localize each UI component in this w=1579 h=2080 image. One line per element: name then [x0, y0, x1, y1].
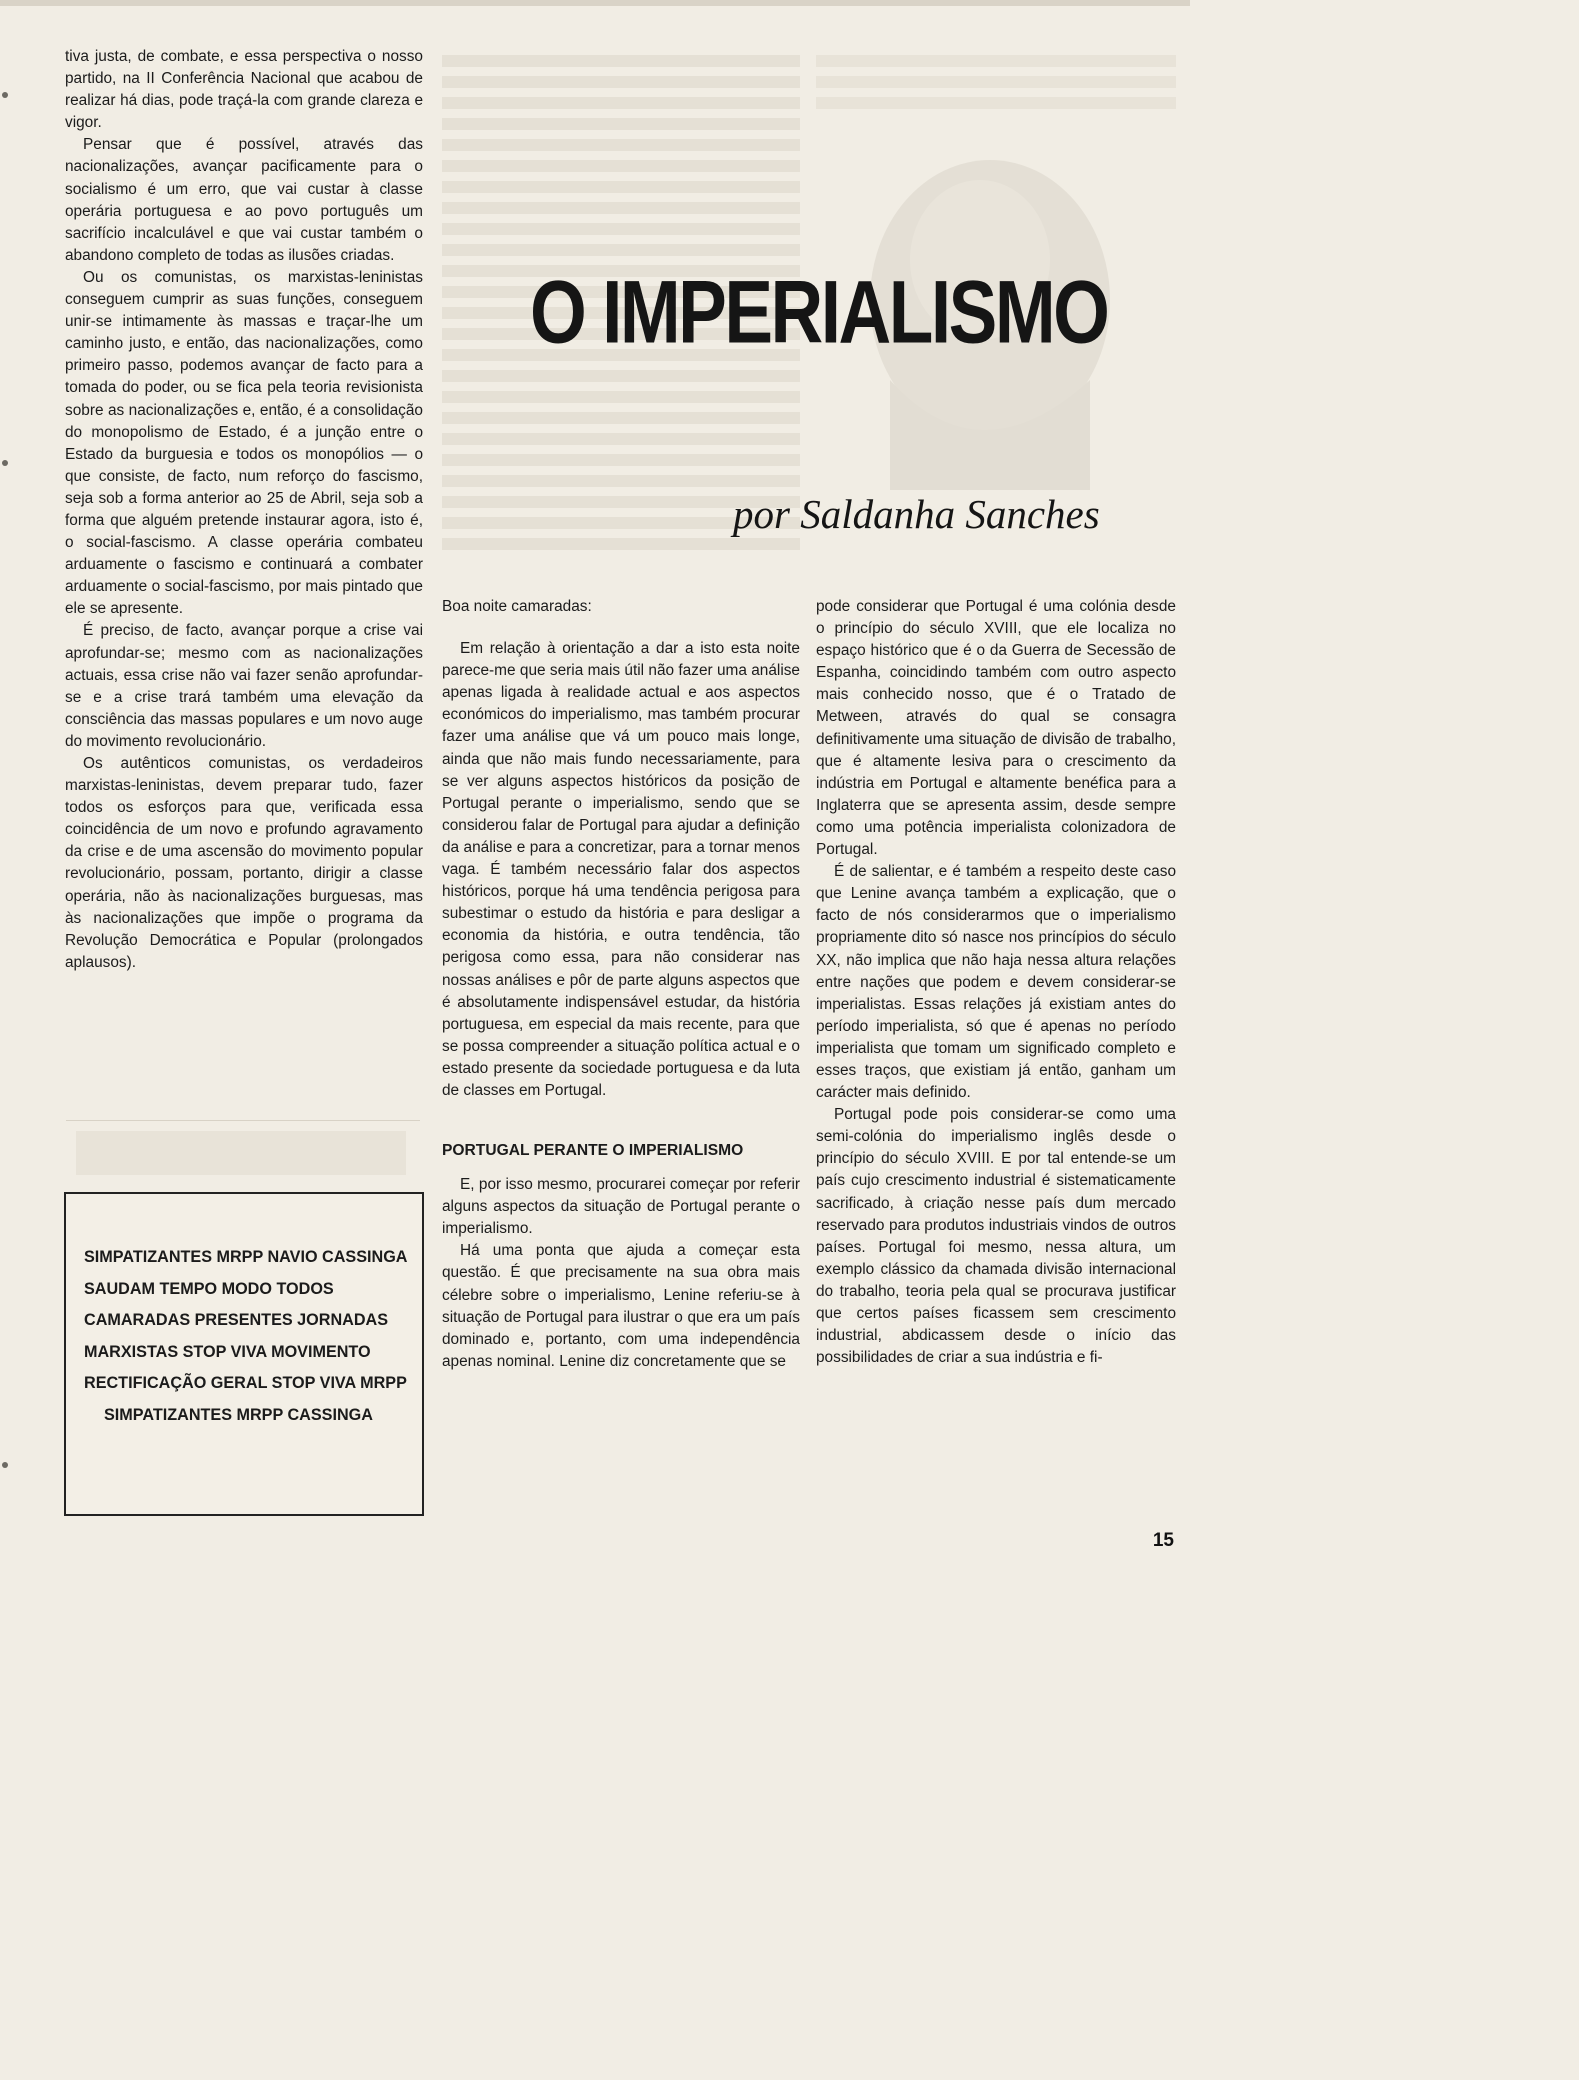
telegram-text: [84, 1242, 412, 1432]
page-number: 15: [1152, 1530, 1174, 1551]
right-column: [816, 596, 1176, 1369]
left-paragraph-1: tiva justa, de combate, e essa perspectiva o nosso partido, na II Conferência Nacional que acabou de realizar há dias, pode traçá-la com grande clareza e vigor.: [65, 48, 423, 132]
left-paragraph-3: Ou os comunistas, os marxistas-leninistas conseguem cumprir as suas funções, conseguem unir-se intimamente às massas e traçar-lhe um caminho justo, e então, das nacionalizações, como primeiro passo, podemos avançar de facto para a tomada do poder, ou se fica pela teoria revisionista sobre as nacionalizações e, então, é a consolidação do monopolismo de Estado, é a junção entre o Estado da burguesia e todos os monopólios — o que consiste, de facto, num reforço do fascismo, seja sob a forma anterior ao 25 de Abril, seja sob a forma que alguém pretende instaurar agora, isto é, o social-fascismo. A classe operária combateu arduamente o fascismo e continuará a combater arduamente o social-fascismo, por mais pintado que ele se apresente.: [65, 268, 423, 618]
binding-mark-top: [2, 92, 8, 98]
telegram-box: [64, 1192, 424, 1516]
greeting: Boa noite camaradas:: [442, 598, 592, 615]
middle-paragraph-1: Em relação à orientação a dar a isto esta noite parece-me que seria mais útil não fazer uma análise apenas ligada à realidade actual e aos aspectos económicos do imperialismo, mas também procurar fazer uma análise que vá um pouco mais longe, ainda que não mais fundo necessariamente, para se ver alguns aspectos históricos da posição de Portugal perante o imperialismo, sendo que se considerou falar de Portugal para ajudar a definição da análise e para a concretizar, para a tornar menos vaga. É também necessário falar dos aspectos históricos, porque há uma tendência perigosa para subestimar o estudo da história e para desligar a economia da história, e outra tendência, tão perigosa como essa, para não considerar nas nossas análises e pôr de parte alguns aspectos que é absolutamente indispensável estudar, da história portuguesa, em especial da mais recente, para que se possa compreender a situação política actual e o estado presente da sociedade portuguesa e da luta de classes em Portugal.: [442, 640, 800, 1099]
left-paragraph-2: Pensar que é possível, através das nacionalizações, avançar pacificamente para o socialismo é um erro, que vai custar à classe operária portuguesa e ao povo português um sacrifício incalculável e que vai custar também o abandono completo de todas as ilusões criadas.: [65, 136, 423, 264]
telegram-signature: SIMPATIZANTES MRPP CASSINGA: [104, 1405, 373, 1424]
left-column: [65, 46, 423, 974]
right-paragraph-3: Portugal pode pois considerar-se como uma semi-colónia do imperialismo inglês desde o princípio do século XVIII. E por tal entende-se um país cujo crescimento industrial é sistematicamente sacrificado, à criação nesse país dum mercado reservado para produtos industriais vindos de outros países. Portugal foi mesmo, nessa altura, um exemplo clássico da chamada divisão internacional do trabalho, teoria pela qual se procurava justificar que certos países ficassem sem crescimento industrial, abdicassem desde o início das possibilidades de criar a sua indústria e fi-: [816, 1106, 1176, 1367]
right-paragraph-1: pode considerar que Portugal é uma colónia desde o princípio do século XVIII, que ele localiza no espaço histórico que é o da Guerra de Secessão de Espanha, coincidindo também com outro aspecto mais conhecido nosso, que é o Tratado de Metween, através do qual se consagra definitivamente uma situação de divisão de trabalho, que é altamente lesiva para o crescimento da indústria em Portugal e altamente benéfica para a Inglaterra que se apresenta assim, desde sempre como uma potência imperialista colonizadora de Portugal.: [816, 598, 1176, 859]
article-byline: por Saldanha Sanches: [733, 491, 1100, 537]
left-paragraph-5: Os autênticos comunistas, os verdadeiros marxistas-leninistas, devem preparar tudo, fazer todos os esforços para que, verificada essa coincidência de um novo e profundo agravamento da crise e de uma ascensão do movimento popular revolucionário, possam, portanto, dirigir a classe operária, não às nacionalizações burguesas, mas às nacionalizações que impõe o programa da Revolução Democrática e Popular (prolongados aplausos).: [65, 755, 423, 971]
bleed-through-right: [816, 46, 1176, 136]
middle-column: [442, 596, 800, 1373]
binding-mark-bottom: [2, 1462, 8, 1468]
middle-paragraph-3: Há uma ponta que ajuda a começar esta questão. É que precisamente na sua obra mais célebre sobre o imperialismo, Lenine referiu-se à situação de Portugal para ilustrar o que era um país dominado e, portanto, com uma independência apenas nominal. Lenine diz concretamente que se: [442, 1242, 800, 1370]
bleed-through-poster: [66, 1120, 420, 1181]
telegram-body: SIMPATIZANTES MRPP NAVIO CASSINGA SAUDAM TEMPO MODO TODOS CAMARADAS PRESENTES JORNADAS MARXISTAS STOP VIVA MOVIMENTO RECTIFICAÇÃO GERAL STOP VIVA MRPP: [84, 1248, 407, 1393]
page-top-edge: [0, 0, 1190, 6]
right-paragraph-2: É de salientar, e é também a respeito deste caso que Lenine avança também a explicação, que o facto de nós considerarmos que o imperialismo propriamente dito só nasce nos princípios do século XX, não implica que não haja nessa altura relações entre nações que podem e devem considerar-se imperialistas. Essas relações já existiam antes do período imperialista, só que é apenas no período imperialista que tomam um significado completo e esses traços, que existiam já então, ganham um carácter mais definido.: [816, 863, 1176, 1102]
article-title: O IMPERIALISMO: [530, 263, 1108, 363]
left-paragraph-4: É preciso, de facto, avançar porque a crise vai aprofundar-se; mesmo com as nacionalizações actuais, essa crise não vai fazer senão aprofundar-se e a crise trará também uma elevação da consciência das massas populares e um novo auge do movimento revolucionário.: [65, 622, 423, 750]
binding-mark-middle: [2, 460, 8, 466]
middle-paragraph-2: E, por isso mesmo, procurarei começar por referir alguns aspectos da situação de Portugal perante o imperialismo.: [442, 1176, 800, 1238]
section-heading: PORTUGAL PERANTE O IMPERIALISMO: [442, 1142, 744, 1160]
